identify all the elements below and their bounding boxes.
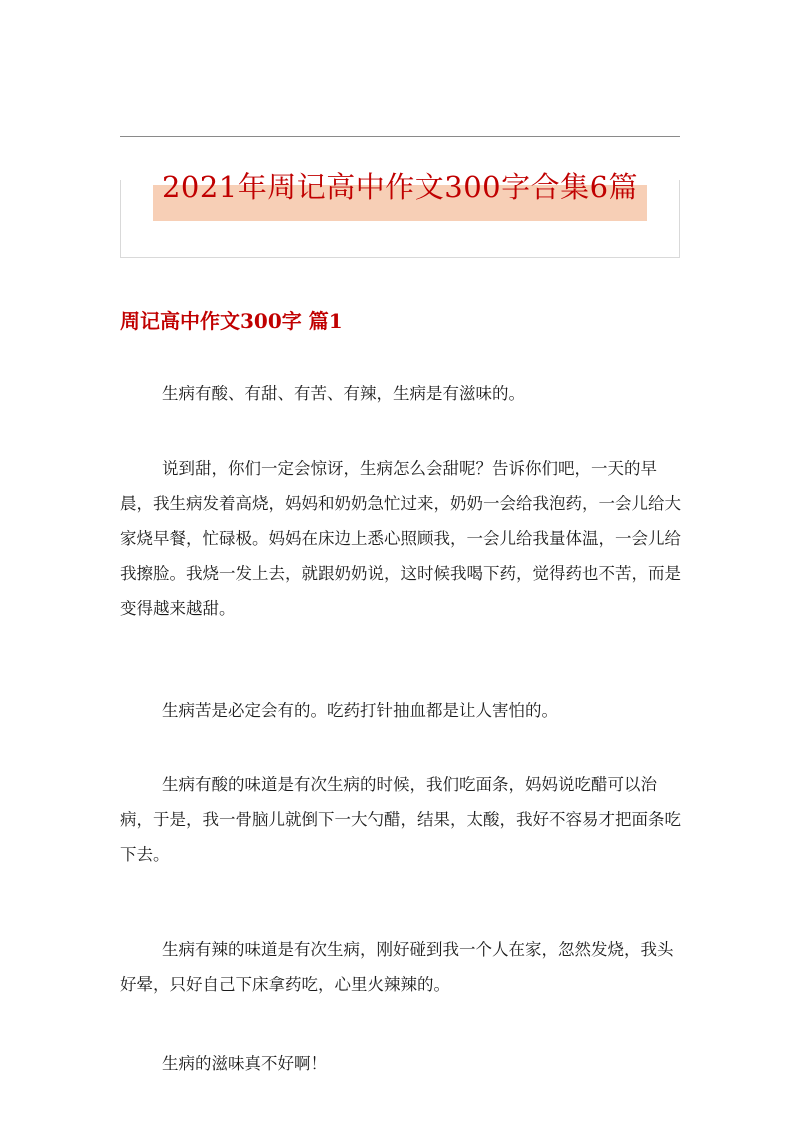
paragraph-6: 生病的滋味真不好啊！ — [162, 1054, 327, 1073]
paragraph-3: 生病苦是必定会有的。吃药打针抽血都是让人害怕的。 — [162, 701, 558, 720]
paragraph-5: 生病有辣的味道是有次生病，刚好碰到我一个人在家，忽然发烧，我头好晕，只好自己下床拿药吃，心里火辣辣的。 — [120, 940, 674, 994]
paragraph-2: 说到甜，你们一定会惊讶，生病怎么会甜呢？告诉你们吧，一天的早晨，我生病发着高烧，妈妈和奶奶急忙过来，奶奶一会给我泡药，一会儿给大家烧早餐，忙碌极。妈妈在床边上悉心照顾我，一会儿给我量体温，一会儿给我擦脸。我烧一发上去，就跟奶奶说，这时候我喝下药，觉得药也不苦，而是变得越来越甜。 — [120, 459, 681, 618]
header-rule — [120, 136, 680, 137]
paragraph-4: 生病有酸的味道是有次生病的时候，我们吃面条，妈妈说吃醋可以治病，于是，我一骨脑儿就倒下一大勺醋，结果，太酸，我好不容易才把面条吃下去。 — [120, 775, 681, 864]
document-title: 2021年周记高中作文300字合集6篇 — [161, 170, 639, 204]
section-heading: 周记高中作文300字 篇1 — [120, 309, 343, 333]
paragraph-1: 生病有酸、有甜、有苦、有辣，生病是有滋味的。 — [162, 384, 525, 403]
